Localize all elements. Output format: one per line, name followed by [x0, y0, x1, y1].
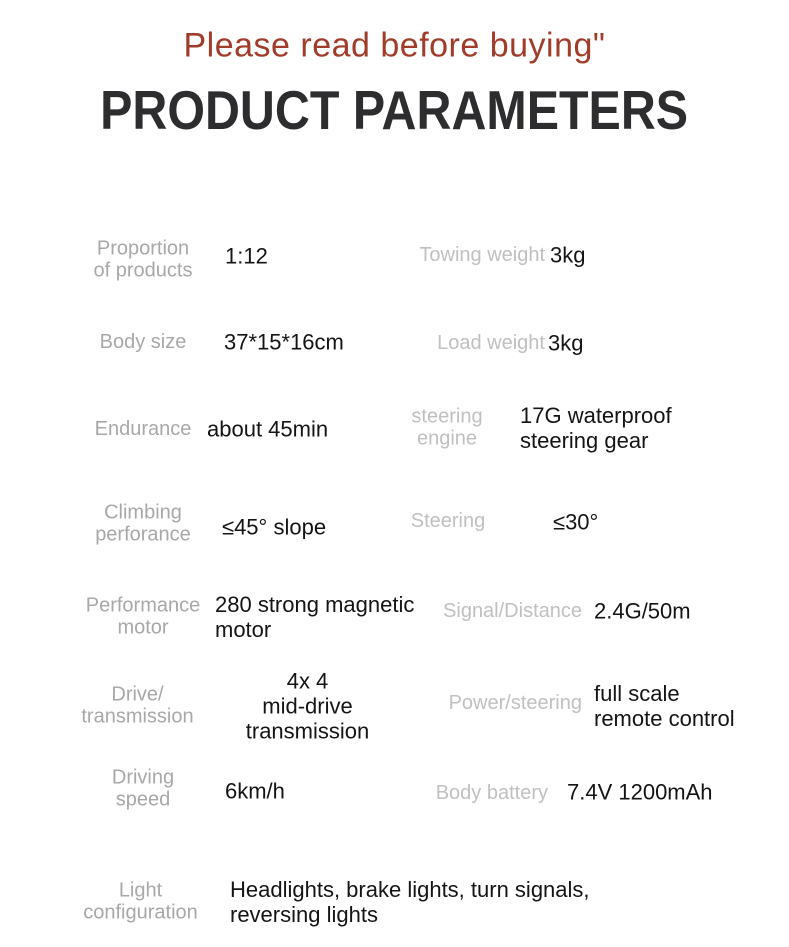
- param-value-signal-distance: 2.4G/50m: [594, 598, 691, 624]
- param-label-body-size: Body size: [99, 330, 187, 353]
- param-label-body-battery: Body battery: [435, 781, 548, 804]
- param-label-drive-transmission: Drive/ transmission: [81, 683, 194, 728]
- param-label-load-weight: Load weight: [437, 331, 545, 354]
- notice-banner: Please read before buying": [183, 26, 606, 65]
- param-label-proportion: Proportion of products: [93, 237, 193, 282]
- page-title: [0, 78, 789, 142]
- param-value-driving-speed: 6km/h: [225, 778, 285, 804]
- page-title-text: PRODUCT PARAMETERS: [100, 79, 689, 141]
- param-value-steering-engine: 17G waterproof steering gear: [520, 402, 672, 453]
- param-label-towing-weight: Towing weight: [419, 243, 545, 266]
- param-value-proportion: 1:12: [225, 243, 268, 269]
- param-value-body-battery: 7.4V 1200mAh: [567, 779, 713, 805]
- param-label-steering-engine: steering engine: [411, 405, 483, 450]
- param-value-load-weight: 3kg: [548, 330, 584, 356]
- param-value-drive-transmission: 4x 4 mid-drive transmission: [245, 668, 370, 744]
- param-value-towing-weight: 3kg: [550, 242, 586, 268]
- param-value-body-size: 37*15*16cm: [224, 329, 344, 355]
- param-value-light-configuration: Headlights, brake lights, turn signals, reversing lights: [230, 876, 590, 927]
- param-label-performance-motor: Performance motor: [85, 594, 201, 639]
- param-label-endurance: Endurance: [94, 417, 192, 440]
- param-label-light-configuration: Light configuration: [83, 879, 198, 924]
- param-label-driving-speed: Driving speed: [111, 766, 175, 811]
- param-value-endurance: about 45min: [207, 416, 329, 442]
- param-value-performance-motor: 280 strong magnetic motor: [215, 591, 415, 642]
- param-value-climbing-performance: ≤45° slope: [222, 514, 327, 540]
- param-value-power-steering: full scale remote control: [594, 680, 735, 731]
- param-label-power-steering: Power/steering: [448, 691, 582, 714]
- param-label-climbing-performance: Climbing perforance: [95, 501, 191, 546]
- param-label-steering-angle: Steering: [410, 509, 486, 532]
- param-label-signal-distance: Signal/Distance: [443, 599, 582, 622]
- param-value-steering-angle: ≤30°: [553, 509, 599, 535]
